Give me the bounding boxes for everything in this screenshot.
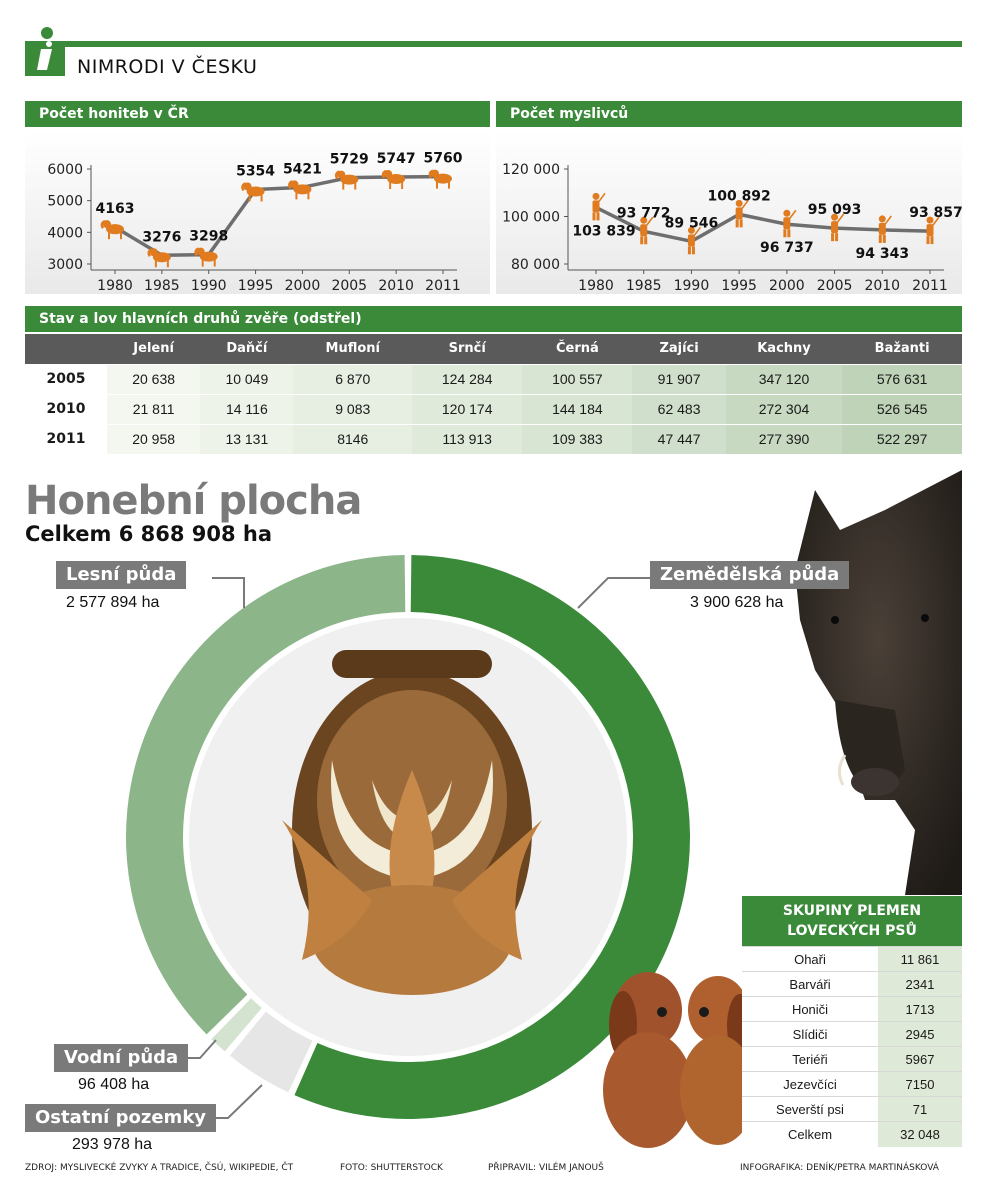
dog-breed-name: Slídiči xyxy=(742,1022,878,1047)
x-tick-label: 2000 xyxy=(284,278,321,294)
x-tick-label: 1995 xyxy=(237,278,274,294)
column-header: Daňčí xyxy=(200,334,293,364)
x-tick-label: 2011 xyxy=(912,278,948,294)
y-tick-label: 5000 xyxy=(47,193,83,210)
data-label: 93 772 xyxy=(616,205,671,222)
game-table-cell: 8146 xyxy=(293,424,412,454)
data-label: 100 892 xyxy=(707,188,771,205)
y-tick-label: 80 000 xyxy=(511,257,560,273)
data-label: 95 093 xyxy=(807,202,862,219)
dog-breed-count: 1713 xyxy=(878,997,962,1022)
forest-leader-line xyxy=(212,578,244,608)
data-label: 93 857 xyxy=(909,205,962,222)
x-tick-label: 1995 xyxy=(721,278,757,294)
x-tick-label: 2005 xyxy=(816,278,853,294)
x-tick-label: 2010 xyxy=(378,278,414,294)
boar-tusk-trophy-icon xyxy=(262,640,562,1030)
x-tick-label: 2000 xyxy=(769,278,805,294)
y-tick-label: 4000 xyxy=(47,225,83,242)
game-table-cell: 21 811 xyxy=(107,394,200,424)
agricultural-leader-line xyxy=(578,578,650,608)
x-tick-label: 1980 xyxy=(97,278,133,294)
other-land-label: Ostatní pozemky xyxy=(25,1104,216,1132)
column-header: Černá xyxy=(522,334,632,364)
game-table-cell: 109 383 xyxy=(522,424,632,454)
footer-infographic: INFOGRAFIKA: DENÍK/PETRA MARTINÁSKOVÁ xyxy=(740,1163,939,1173)
x-tick-label: 2011 xyxy=(425,278,461,294)
column-header: Zajíci xyxy=(632,334,725,364)
game-table-cell: 522 297 xyxy=(842,424,962,454)
data-label: 89 546 xyxy=(664,215,719,232)
game-table-cell: 526 545 xyxy=(842,394,962,424)
game-table-cell: 13 131 xyxy=(200,424,293,454)
game-table-cell: 347 120 xyxy=(726,364,843,394)
agricultural-land-value: 3 900 628 ha xyxy=(690,594,784,611)
game-table-cell: 62 483 xyxy=(632,394,725,424)
game-table-cell: 6 870 xyxy=(293,364,412,394)
dog-breed-name: Jezevčíci xyxy=(742,1072,878,1097)
dog-breed-name: Teriéři xyxy=(742,1047,878,1072)
x-tick-label: 1985 xyxy=(625,278,662,294)
data-label: 103 839 xyxy=(572,223,636,240)
dog-breed-count: 5967 xyxy=(878,1047,962,1072)
data-label: 5760 xyxy=(423,150,463,167)
y-tick-label: 3000 xyxy=(47,257,83,273)
dog-breed-row xyxy=(742,947,962,972)
land-total: Celkem 6 868 908 ha xyxy=(25,522,273,546)
game-table-cell: 124 284 xyxy=(412,364,522,394)
forest-land-label: Lesní půda xyxy=(56,561,186,589)
game-table-cell: 100 557 xyxy=(522,364,632,394)
dog-breed-row xyxy=(742,972,962,997)
data-label: 5747 xyxy=(376,151,416,168)
data-label: 96 737 xyxy=(760,240,814,257)
x-tick-label: 2005 xyxy=(331,278,368,294)
page-title: NIMRODI V ČESKU xyxy=(77,56,258,78)
other-land-value: 293 978 ha xyxy=(72,1136,153,1153)
x-tick-label: 1990 xyxy=(190,278,227,294)
agricultural-land-label: Zemědělská půda xyxy=(650,561,849,589)
column-header: Jelení xyxy=(107,334,200,364)
dog-breeds-table xyxy=(742,896,962,1147)
row-year: 2005 xyxy=(25,364,107,394)
data-label: 94 343 xyxy=(855,245,910,262)
dog-breeds-title: SKUPINY PLEMEN LOVECKÝCH PSŮ xyxy=(742,896,962,946)
chart-hunting-grounds-title: Počet honiteb v ČR xyxy=(25,101,490,127)
data-label: 5421 xyxy=(282,161,322,178)
game-table-cell: 20 958 xyxy=(107,424,200,454)
game-table-title: Stav a lov hlavních druhů zvěře (odstřel) xyxy=(25,306,962,332)
dog-breed-row xyxy=(742,1122,962,1147)
land-title: Honební plocha xyxy=(25,478,362,524)
column-header: Mufloní xyxy=(293,334,412,364)
game-table-cell: 20 638 xyxy=(107,364,200,394)
x-tick-label: 1985 xyxy=(144,278,180,294)
wild-boar-icon xyxy=(795,470,962,895)
data-label: 4163 xyxy=(95,201,135,218)
y-tick-label: 6000 xyxy=(47,162,83,178)
footer-photo: FOTO: SHUTTERSTOCK xyxy=(340,1163,443,1173)
column-header: Srnčí xyxy=(412,334,522,364)
column-header: Kachny xyxy=(726,334,843,364)
data-label: 5354 xyxy=(236,163,276,180)
data-label: 3276 xyxy=(142,229,182,246)
water-land-label: Vodní půda xyxy=(54,1044,188,1072)
game-table-cell: 144 184 xyxy=(522,394,632,424)
x-tick-label: 1980 xyxy=(578,278,614,294)
water-land-value: 96 408 ha xyxy=(78,1076,150,1093)
dog-breed-row xyxy=(742,1022,962,1047)
dog-breed-name: Celkem xyxy=(742,1122,878,1147)
dog-breed-name: Honiči xyxy=(742,997,878,1022)
game-table-cell: 91 907 xyxy=(632,364,725,394)
x-tick-label: 1990 xyxy=(673,278,710,294)
dog-breed-row xyxy=(742,1097,962,1122)
dog-breed-row xyxy=(742,1072,962,1097)
dog-breed-name: Severští psi xyxy=(742,1097,878,1122)
game-table-cell: 9 083 xyxy=(293,394,412,424)
game-table-cell: 113 913 xyxy=(412,424,522,454)
dog-breed-count: 2945 xyxy=(878,1022,962,1047)
dog-breed-row xyxy=(742,997,962,1022)
game-table-cell: 120 174 xyxy=(412,394,522,424)
dog-breed-count: 2341 xyxy=(878,972,962,997)
dog-breed-name: Barváři xyxy=(742,972,878,997)
game-table-cell: 47 447 xyxy=(632,424,725,454)
dog-breed-count: 32 048 xyxy=(878,1122,962,1147)
data-label: 3298 xyxy=(189,228,229,245)
game-table-cell: 277 390 xyxy=(726,424,843,454)
row-year: 2011 xyxy=(25,424,107,454)
column-header: Bažanti xyxy=(842,334,962,364)
data-label: 5729 xyxy=(329,151,369,168)
footer-source: ZDROJ: MYSLIVECKÉ ZVYKY A TRADICE, ČSÚ, WIKIPEDIE, ČT xyxy=(25,1163,294,1173)
dog-breed-name: Ohaři xyxy=(742,947,878,972)
row-year: 2010 xyxy=(25,394,107,424)
dog-breed-count: 11 861 xyxy=(878,947,962,972)
forest-land-value: 2 577 894 ha xyxy=(66,594,160,611)
y-tick-label: 120 000 xyxy=(502,162,560,178)
game-table-cell: 10 049 xyxy=(200,364,293,394)
footer-prepared: PŘIPRAVIL: VILÉM JANOUŠ xyxy=(488,1163,604,1173)
game-table-cell: 576 631 xyxy=(842,364,962,394)
game-table-cell: 272 304 xyxy=(726,394,843,424)
y-tick-label: 100 000 xyxy=(502,209,560,226)
game-table-cell: 14 116 xyxy=(200,394,293,424)
dog-breed-count: 7150 xyxy=(878,1072,962,1097)
dog-breed-row xyxy=(742,1047,962,1072)
dog-breed-count: 71 xyxy=(878,1097,962,1122)
dachshund-dogs-icon xyxy=(578,950,768,1155)
x-tick-label: 2010 xyxy=(864,278,901,294)
chart-hunters-title: Počet myslivců xyxy=(496,101,962,127)
